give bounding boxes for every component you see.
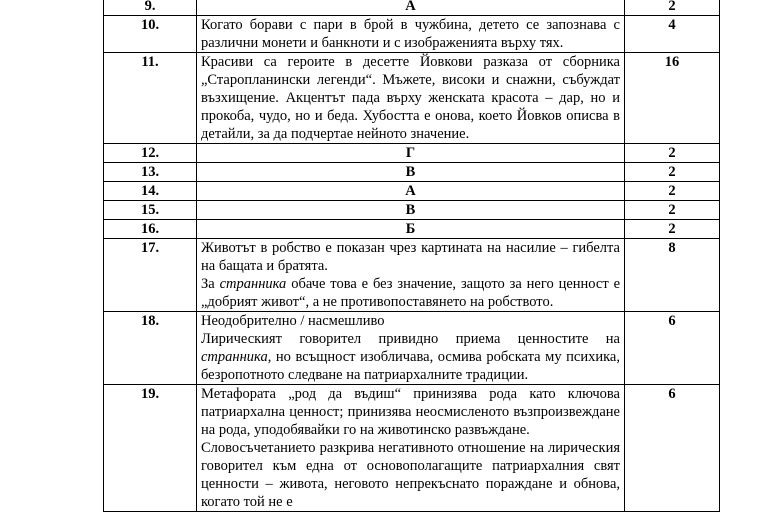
question-number: 12. xyxy=(104,144,197,163)
question-number: 17. xyxy=(104,239,197,312)
points-cell: 8 xyxy=(625,239,720,312)
points-cell: 6 xyxy=(625,312,720,385)
answer-cell: Когато борави с пари в брой в чужбина, детето се запознава с различни монети и банкноти и с изображенията върху тях. xyxy=(197,16,625,53)
answer-text: Красиви са героите в десетте Йовкови разказа от сборника „Старопланински легенди“. Мъжете, високи и снажни, събуждат възхищение. Акцентът пада върху женската красота – дар, но и прокоба, чудо, но и беда. Хубостта е онова, което Йовков описва в детайли, за да подчертае нейното значение. xyxy=(201,54,620,142)
answer-cell: А xyxy=(197,182,625,201)
answer-cell xyxy=(197,312,625,385)
table-row xyxy=(104,239,720,312)
points-cell: 2 xyxy=(625,163,720,182)
answer-text: обаче това е без значение, защото за него ценност е „добрият живот“, а не противопоставянето на робството. xyxy=(201,276,621,310)
table-row xyxy=(104,220,720,239)
answer-paragraph: Метафората „род да въдиш“ принизява рода като ключова патриархална ценност; принизява неосмисленото възпроизвеждане на рода, уподобявайки го на животинско развъждане. xyxy=(201,386,620,438)
answer-cell: Б xyxy=(197,220,625,239)
question-number: 13. xyxy=(104,163,197,182)
table-row xyxy=(104,16,720,53)
table-row xyxy=(104,0,720,16)
question-number: 15. xyxy=(104,201,197,220)
question-number: 14. xyxy=(104,182,197,201)
answer-cell: Г xyxy=(197,144,625,163)
answer-paragraph: Словосъчетанието разкрива негативното отношение на лирическия говорител към една от основополагащите патриархалния свят ценности – живота, неговото непрекъснато пораждане и обнова, когато той не е xyxy=(201,440,620,510)
question-number: 9. xyxy=(104,0,197,16)
table-row xyxy=(104,53,720,144)
answer-paragraph xyxy=(201,275,620,311)
answer-key-table xyxy=(103,0,720,512)
points-cell: 16 xyxy=(625,53,720,144)
answer-text: , но всъщност изобличава, осмива робската му психика, безропотното следване на патриархалните традиции. xyxy=(201,349,620,383)
answer-paragraph: Животът в робство е показан чрез картината на насилие – гибелта на бащата и братята. xyxy=(201,240,620,274)
table-row xyxy=(104,201,720,220)
points-cell: 2 xyxy=(625,0,720,16)
points-cell: 2 xyxy=(625,201,720,220)
points-cell: 4 xyxy=(625,16,720,53)
points-cell: 6 xyxy=(625,385,720,512)
question-number: 11. xyxy=(104,53,197,144)
table-row xyxy=(104,312,720,385)
question-number: 10. xyxy=(104,16,197,53)
question-number: 18. xyxy=(104,312,197,385)
table-row xyxy=(104,182,720,201)
emphasized-term: странника xyxy=(219,276,287,292)
points-cell: 2 xyxy=(625,144,720,163)
answer-cell xyxy=(197,385,625,512)
answer-cell: В xyxy=(197,201,625,220)
points-cell: 2 xyxy=(625,182,720,201)
table-row xyxy=(104,144,720,163)
answer-cell: А xyxy=(197,0,625,16)
question-number: 16. xyxy=(104,220,197,239)
answer-cell xyxy=(197,53,625,144)
points-cell: 2 xyxy=(625,220,720,239)
answer-cell: В xyxy=(197,163,625,182)
emphasized-term: странника xyxy=(201,349,268,365)
answer-paragraph xyxy=(201,330,620,384)
answer-text: За xyxy=(201,276,220,292)
table-row xyxy=(104,163,720,182)
table-row xyxy=(104,385,720,512)
answer-cell xyxy=(197,239,625,312)
question-number: 19. xyxy=(104,385,197,512)
answer-paragraph: Неодобрително / насмешливо xyxy=(201,313,385,329)
answer-text: Лирическият говорител привидно приема ценностите на xyxy=(201,331,620,347)
